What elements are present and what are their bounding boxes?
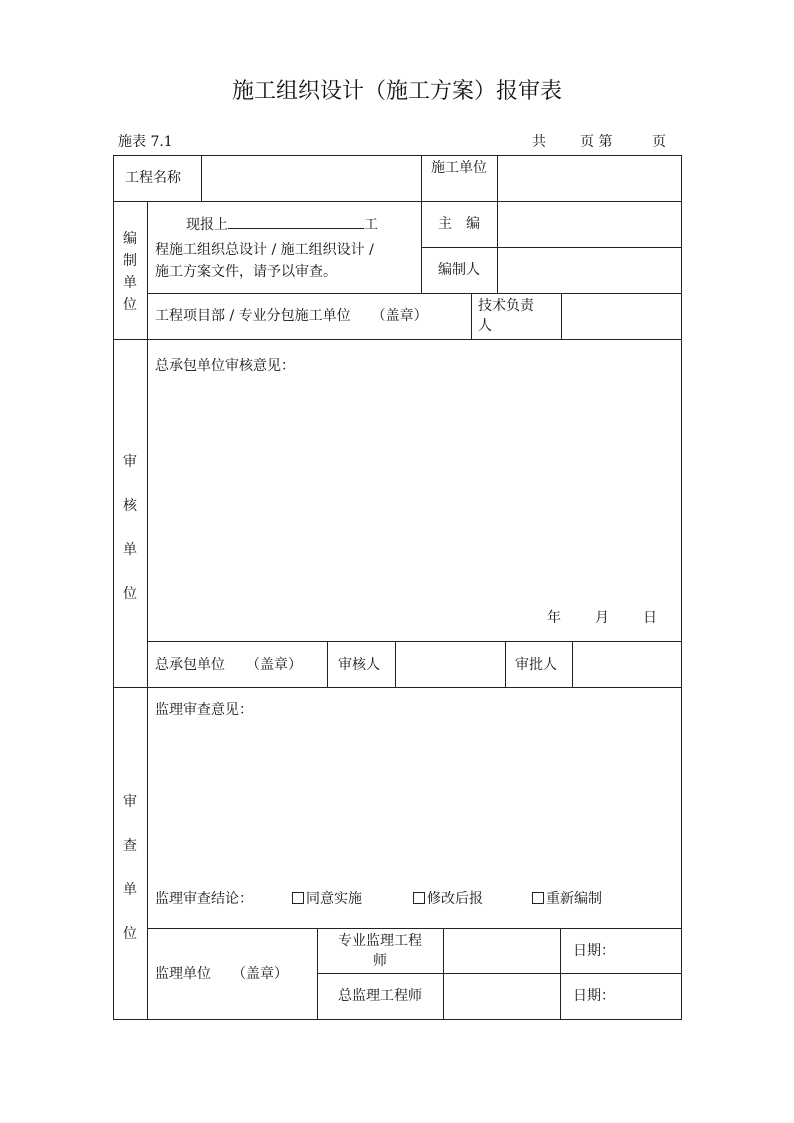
option-revise[interactable]: 修改后报: [413, 889, 483, 909]
review-unit-label: 总承包单位 （盖章）: [155, 657, 302, 673]
checkbox-icon[interactable]: [413, 892, 425, 904]
page-total: 共: [532, 134, 546, 150]
supervision-unit-label: 监理单位 （盖章）: [155, 966, 288, 982]
option-recompile[interactable]: 重新编制: [532, 889, 602, 909]
project-name-field[interactable]: [203, 157, 419, 199]
submit-text-line2: 程施工组织总设计 / 施工组织设计 /: [155, 242, 374, 258]
contractor-label: 施工单位: [431, 160, 487, 176]
specialist-date-label: 日期：: [573, 943, 615, 959]
contractor-field[interactable]: [499, 157, 679, 199]
page-current: 页 第: [580, 134, 613, 150]
submit-text-line3: 施工方案文件，请予以审查。: [155, 264, 337, 280]
submit-text-line1: 现报上 工: [186, 214, 378, 235]
checkbox-icon[interactable]: [532, 892, 544, 904]
chief-engineer-label: 总监理工程师: [338, 988, 422, 1004]
tech-lead-label: 技术负责 人: [478, 298, 534, 334]
approver-label: 审批人: [515, 657, 557, 673]
specialist-engineer-label: 专业监理工程 师: [338, 933, 422, 969]
supervision-unit-side-label: 审 查 单 位: [123, 794, 137, 942]
review-month: 月: [595, 610, 609, 626]
chief-date-label: 日期：: [573, 988, 615, 1004]
form-number: 施表 7.1: [118, 134, 173, 150]
compile-unit-label: 工程项目部 / 专业分包施工单位 （盖章）: [155, 308, 428, 324]
review-opinion-label: 总承包单位审核意见：: [155, 358, 295, 374]
project-name-label: 工程名称: [125, 170, 181, 186]
review-unit-side-label: 审 核 单 位: [123, 454, 137, 602]
page-end: 页: [652, 134, 666, 150]
review-year: 年: [547, 610, 561, 626]
checkbox-icon[interactable]: [292, 892, 304, 904]
editor-label: 编制人: [438, 262, 480, 278]
chief-editor-label: 主 编: [438, 216, 480, 232]
supervision-opinion-label: 监理审查意见：: [155, 702, 253, 718]
reviewer-label: 审核人: [338, 657, 380, 673]
page-title: 施工组织设计（施工方案）报审表: [231, 79, 562, 104]
compile-unit-side-label: 编 制 单 位: [123, 231, 137, 313]
option-approve[interactable]: 同意实施: [292, 889, 362, 909]
conclusion-label: 监理审查结论：: [155, 891, 253, 907]
review-day: 日: [643, 610, 657, 626]
